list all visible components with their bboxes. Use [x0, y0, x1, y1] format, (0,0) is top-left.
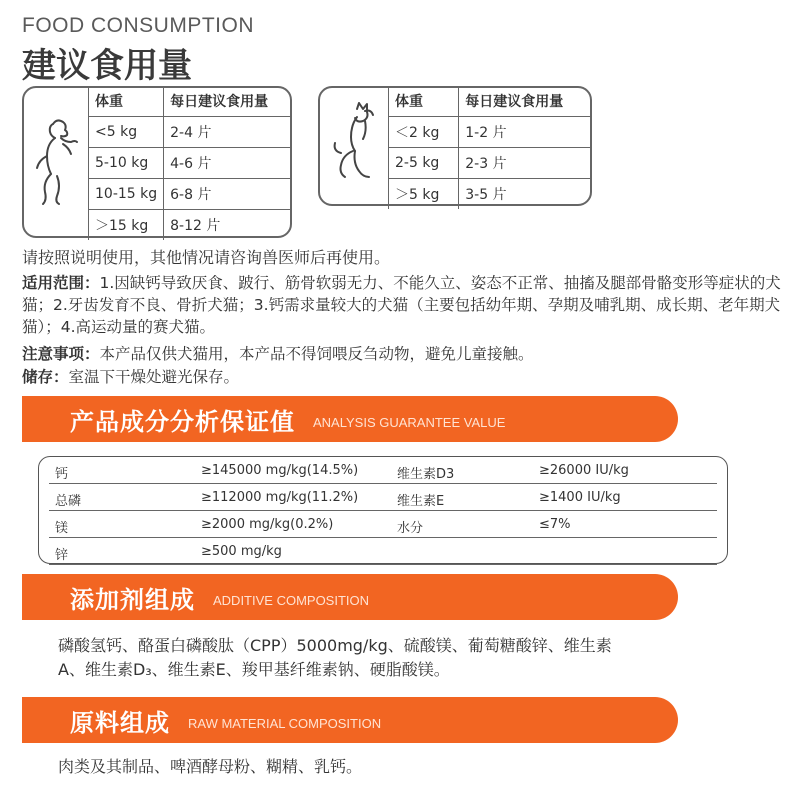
caution-label: 注意事项：	[22, 345, 100, 363]
table-row	[89, 147, 291, 178]
dog-icon	[24, 88, 88, 236]
dose-cell: 2-3 片	[459, 147, 590, 178]
nutrient-name: 锌	[55, 548, 69, 563]
nutrient-value: ≤7%	[539, 517, 571, 532]
cat-icon	[320, 88, 388, 204]
storage-paragraph	[22, 366, 782, 388]
table-row	[49, 538, 717, 565]
table-header-row	[89, 86, 291, 116]
table-row	[389, 147, 591, 178]
table-row	[389, 116, 591, 147]
weight-cell: ＜2 kg	[389, 116, 459, 147]
analysis-title: 产品成分分析保证值	[70, 407, 295, 436]
nutrient-value: ≥112000 mg/kg(11.2%)	[201, 490, 359, 505]
weight-cell: <5 kg	[89, 116, 164, 147]
additive-text	[58, 634, 778, 682]
weight-cell: ＞15 kg	[89, 209, 164, 240]
storage-text: 室温下干燥处避光保存。	[68, 368, 240, 386]
dose-cell: 4-6 片	[164, 147, 290, 178]
usage-note: 请按照说明使用，其他情况请咨询兽医师后再使用。	[22, 248, 391, 267]
dog-dosage-table	[88, 86, 290, 240]
table-row	[49, 457, 717, 484]
header-weight: 体重	[89, 86, 164, 116]
nutrient-name: 水分	[397, 521, 424, 536]
caution-text: 本产品仅供犬猫用，本产品不得饲喂反刍动物，避免儿童接触。	[99, 345, 534, 363]
raw-material-title: 原料组成	[70, 708, 170, 737]
dose-cell: 2-4 片	[164, 116, 290, 147]
dog-dosage-panel	[22, 86, 292, 238]
dose-cell: 1-2 片	[459, 116, 590, 147]
storage-label: 储存：	[22, 368, 69, 386]
nutrient-name: 总磷	[55, 494, 82, 509]
nutrient-value: ≥26000 IU/kg	[539, 463, 629, 478]
scope-paragraph	[22, 272, 782, 338]
table-row	[49, 484, 717, 511]
page-title: 建议食用量	[22, 46, 192, 86]
nutrient-name: 维生素D3	[397, 467, 455, 482]
additive-line-2: A、维生素D₃、维生素E、羧甲基纤维素钠、硬脂酸镁。	[58, 660, 450, 679]
caution-paragraph	[22, 343, 782, 365]
scope-label: 适用范围：	[22, 274, 100, 292]
nutrient-name: 维生素E	[397, 494, 445, 509]
table-row	[49, 511, 717, 538]
additive-subtitle: ADDITIVE COMPOSITION	[213, 592, 370, 608]
raw-material-text: 肉类及其制品、啤酒酵母粉、糊精、乳钙。	[58, 757, 363, 776]
nutrient-name: 镁	[55, 521, 69, 536]
header-weight: 体重	[389, 86, 459, 116]
additive-banner	[22, 574, 678, 620]
table-row	[389, 178, 591, 209]
dose-cell: 6-8 片	[164, 178, 290, 209]
table-row	[89, 116, 291, 147]
analysis-banner	[22, 396, 678, 442]
header-daily-dose: 每日建议食用量	[459, 86, 590, 116]
page-eyebrow: FOOD CONSUMPTION	[22, 14, 254, 37]
raw-material-banner	[22, 697, 678, 743]
additive-line-1: 磷酸氢钙、酪蛋白磷酸肽（CPP）5000mg/kg、硫酸镁、葡萄糖酸锌、维生素	[58, 636, 612, 655]
raw-material-subtitle: RAW MATERIAL COMPOSITION	[188, 715, 382, 731]
nutrient-name: 钙	[55, 467, 69, 482]
scope-text: 1.因缺钙导致厌食、跛行、筋骨软弱无力、不能久立、姿态不正常、抽搐及腿部骨骼变形等症状的犬猫；2.牙齿发育不良、骨折犬猫；3.钙需求量较大的犬猫（主要包括幼年期、孕期及哺乳期、成长期、老年期犬猫）；4.高运动量的赛犬猫。	[22, 274, 781, 336]
dose-cell: 8-12 片	[164, 209, 290, 240]
weight-cell: ＞5 kg	[389, 178, 459, 209]
analysis-table	[38, 456, 728, 564]
weight-cell: 2-5 kg	[389, 147, 459, 178]
nutrient-value: ≥500 mg/kg	[201, 544, 282, 559]
nutrient-value: ≥145000 mg/kg(14.5%)	[201, 463, 359, 478]
nutrient-value: ≥2000 mg/kg(0.2%)	[201, 517, 334, 532]
header-daily-dose: 每日建议食用量	[164, 86, 290, 116]
table-header-row	[389, 86, 591, 116]
analysis-subtitle: ANALYSIS GUARANTEE VALUE	[313, 414, 506, 430]
additive-title: 添加剂组成	[70, 585, 195, 614]
cat-dosage-table	[388, 86, 590, 209]
table-row	[89, 209, 291, 240]
weight-cell: 5-10 kg	[89, 147, 164, 178]
weight-cell: 10-15 kg	[89, 178, 164, 209]
dose-cell: 3-5 片	[459, 178, 590, 209]
nutrient-value: ≥1400 IU/kg	[539, 490, 621, 505]
table-row	[89, 178, 291, 209]
cat-dosage-panel	[318, 86, 592, 206]
